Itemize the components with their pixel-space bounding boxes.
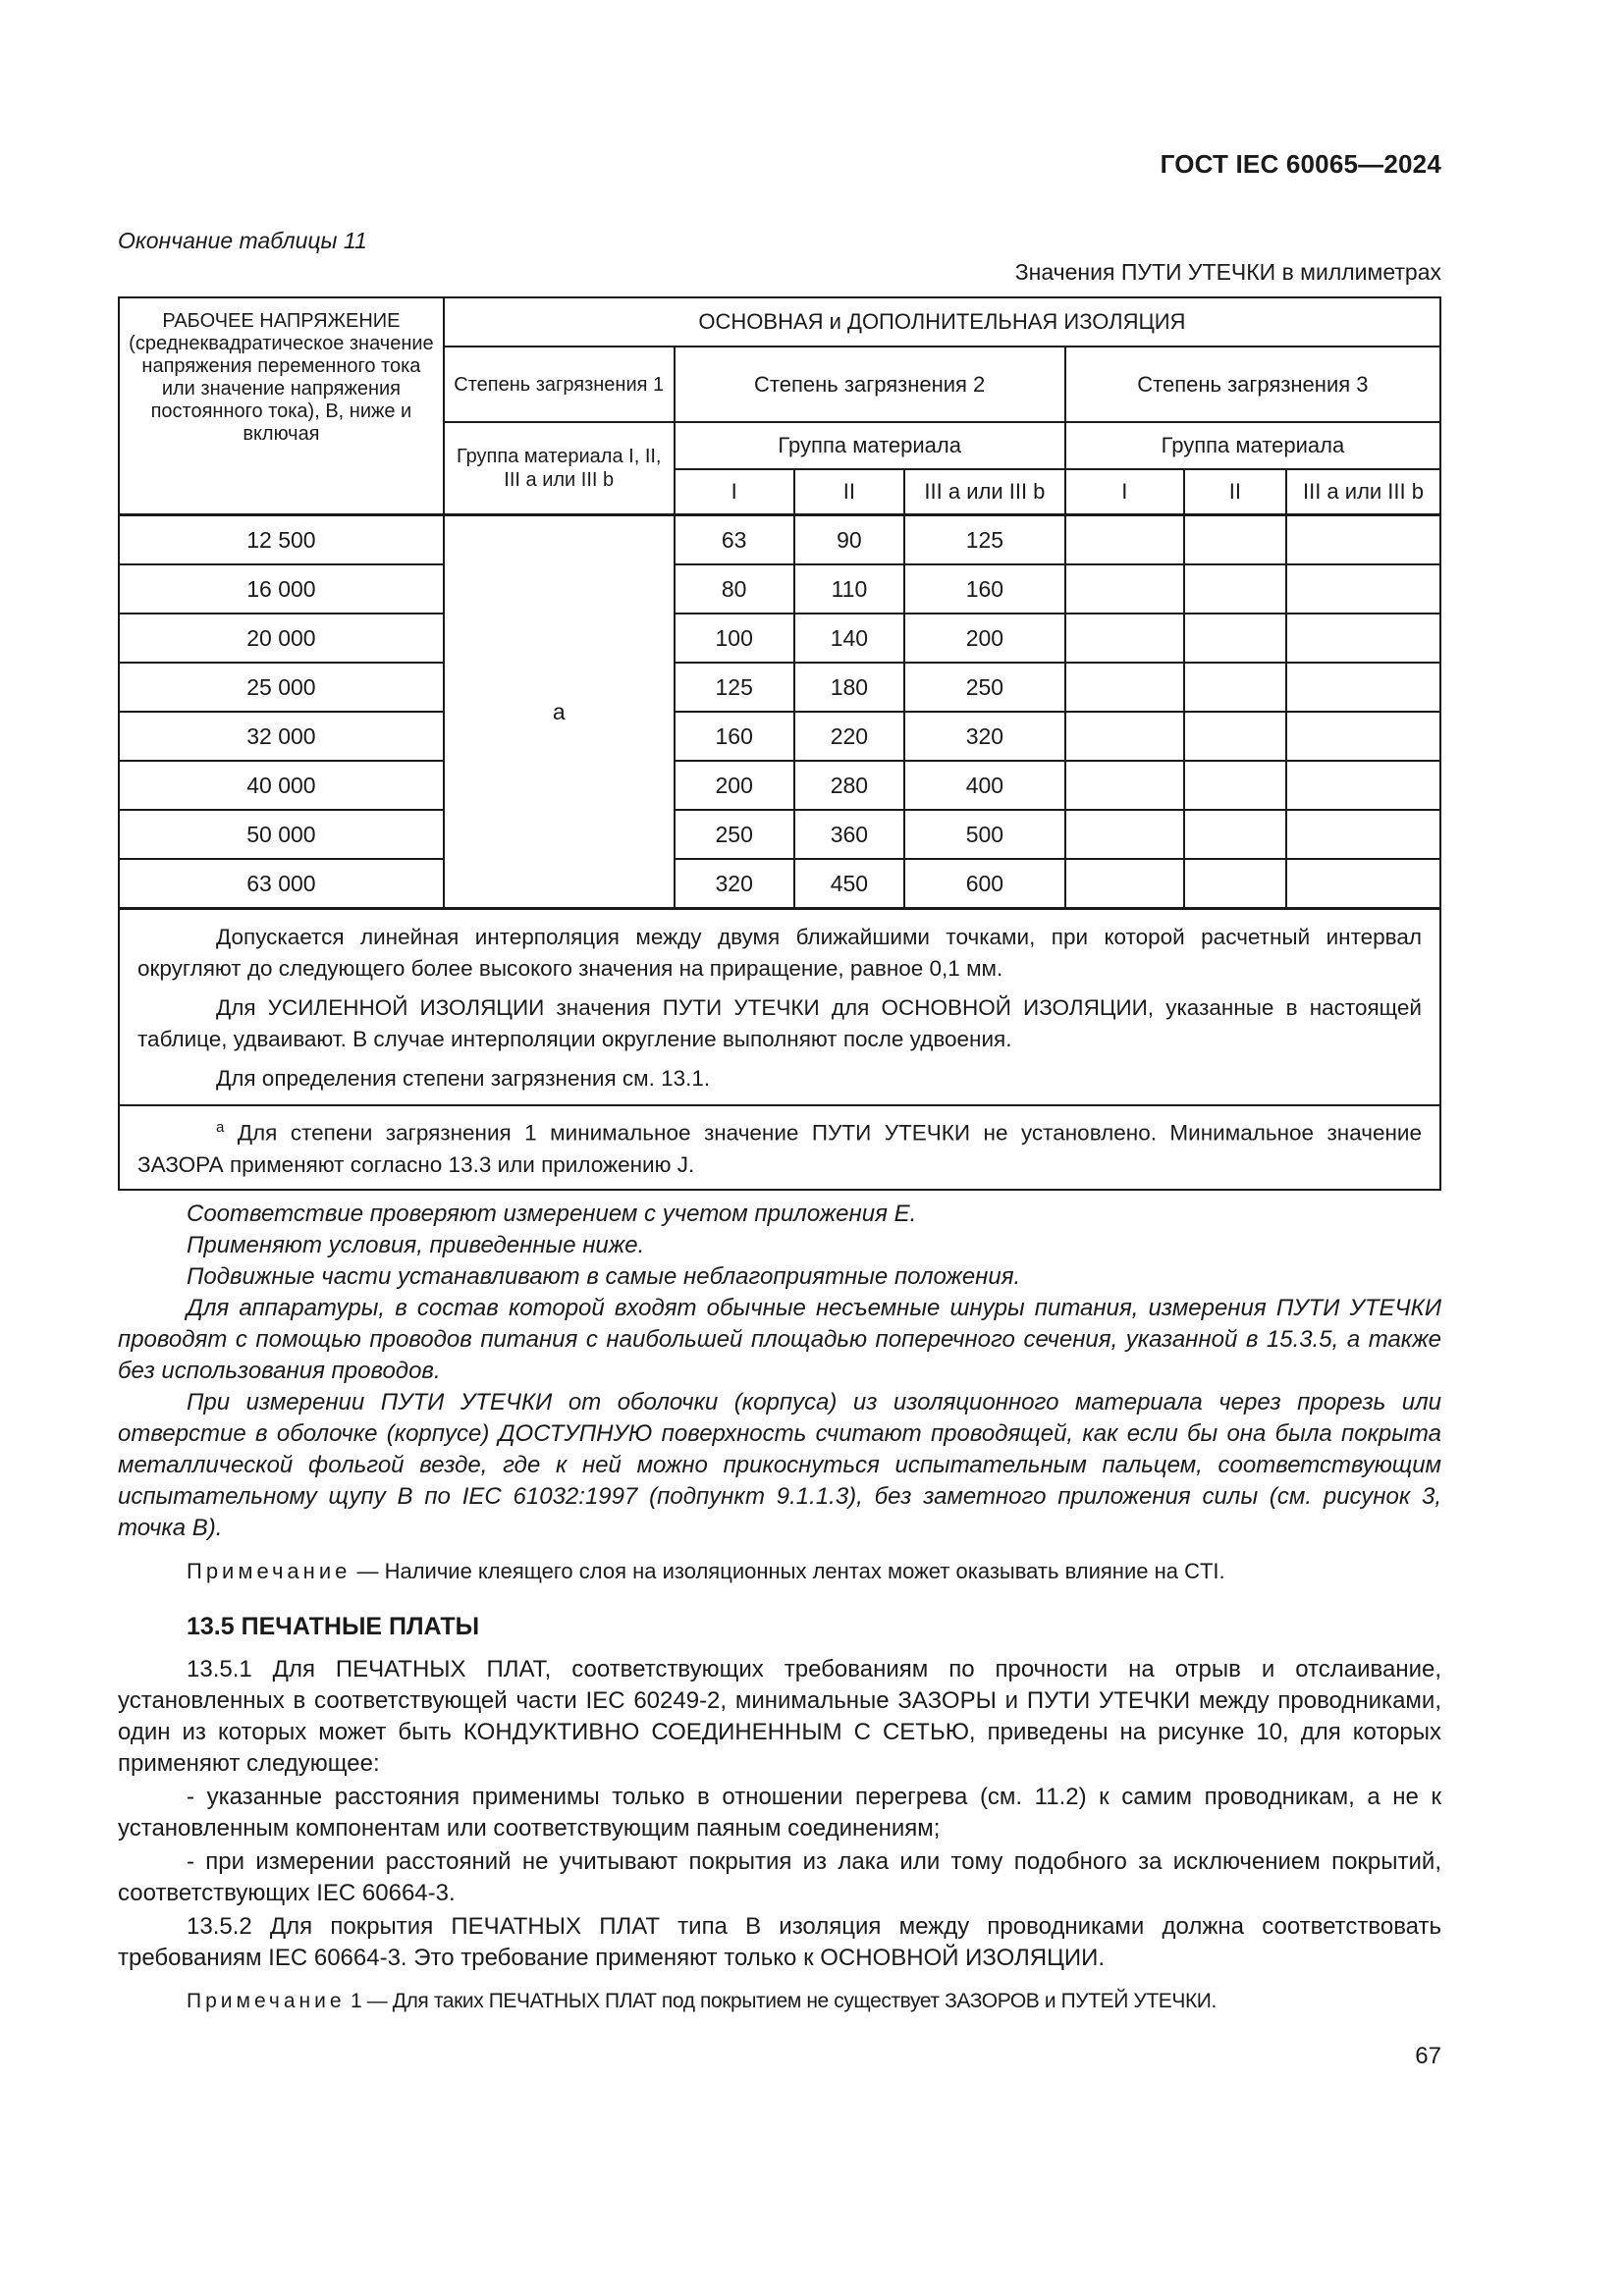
table-note: Для определения степени загрязнения см. 13.1.: [216, 1066, 711, 1091]
table-note: Для УСИЛЕННОЙ ИЗОЛЯЦИИ значения ПУТИ УТЕЧКИ для ОСНОВНОЙ ИЗОЛЯЦИИ, указанные в настоящей таблице, удваивают. В случае интерполяции округление выполняют после удвоения.: [137, 995, 1422, 1051]
header-working-voltage: РАБОЧЕЕ НАПРЯЖЕНИЕ (среднеквадратическое значение напряжения переменного тока или значение напряжения постоянного тока), В, ниже и включая: [119, 297, 444, 515]
header-material-group-pd3: Группа материала: [1065, 422, 1440, 469]
cell-pd3-ii: [1184, 663, 1286, 712]
cell-pd2-ii: 140: [794, 614, 904, 663]
document-header: ГОСТ IEC 60065—2024: [1160, 149, 1441, 179]
body-text: [118, 1199, 1441, 2017]
table-row: [119, 761, 1440, 810]
table-footnote: [119, 1105, 1440, 1190]
note-text: 1 — Для таких ПЕЧАТНЫХ ПЛАТ под покрытием не существует ЗАЗОРОВ и ПУТЕЙ УТЕЧКИ.: [345, 1990, 1217, 2012]
cell-voltage: 12 500: [119, 515, 444, 565]
cell-pd3-iii: [1286, 614, 1440, 663]
cell-pd3-iii: [1286, 663, 1440, 712]
cell-voltage: 20 000: [119, 614, 444, 663]
paragraph: Подвижные части устанавливают в самые неблагоприятные положения.: [187, 1263, 1021, 1290]
creepage-table: [118, 296, 1441, 1191]
cell-pd2-i: 125: [675, 663, 794, 712]
cell-pd3-iii: [1286, 712, 1440, 761]
cell-pd2-iii: 600: [904, 859, 1065, 909]
table-notes: [119, 909, 1440, 1106]
cell-footnote-marker: a: [444, 515, 675, 909]
cell-pd3-ii: [1184, 564, 1286, 614]
note: [118, 1556, 1441, 1587]
cell-pd3-i: [1065, 712, 1184, 761]
cell-pd3-i: [1065, 859, 1184, 909]
cell-pd3-i: [1065, 614, 1184, 663]
cell-voltage: 25 000: [119, 663, 444, 712]
cell-pd2-i: 200: [675, 761, 794, 810]
cell-pd3-ii: [1184, 712, 1286, 761]
cell-pd3-iii: [1286, 515, 1440, 565]
cell-pd2-i: 100: [675, 614, 794, 663]
paragraph: Применяют условия, приведенные ниже.: [187, 1232, 645, 1258]
page-number: 67: [1415, 2043, 1441, 2069]
cell-voltage: 63 000: [119, 859, 444, 909]
paragraph: Для аппаратуры, в состав которой входят обычные несъемные шнуры питания, измерения ПУТИ УТЕЧКИ проводят с помощью проводов питания с наибольшей площадью поперечного сечения, указанной в 15.3.5, а также без использования проводов.: [118, 1295, 1441, 1384]
table-note: Допускается линейная интерполяция между двумя ближайшими точками, при которой расчетный интервал округляют до следующего более высокого значения на приращение, равное 0,1 мм.: [137, 925, 1422, 981]
section-title: 13.5 ПЕЧАТНЫЕ ПЛАТЫ: [187, 1613, 480, 1640]
header-pd3-group-ii: II: [1184, 469, 1286, 515]
cell-pd2-iii: 200: [904, 614, 1065, 663]
cell-voltage: 50 000: [119, 810, 444, 859]
cell-pd2-ii: 90: [794, 515, 904, 565]
cell-pd2-iii: 250: [904, 663, 1065, 712]
cell-pd2-i: 63: [675, 515, 794, 565]
note-label: Примечание: [187, 1559, 352, 1583]
paragraph: 13.5.1 Для ПЕЧАТНЫХ ПЛАТ, соответствующих требованиям по прочности на отрыв и отслаивание, установленных в соответствующей части IEC 60249-2, минимальные ЗАЗОРЫ и ПУТИ УТЕЧКИ между проводниками, один из которых может быть КОНДУКТИВНО СОЕДИНЕННЫМ С СЕТЬЮ, приведены на рисунке 10, для которых применяют следующее:: [118, 1656, 1441, 1777]
cell-voltage: 32 000: [119, 712, 444, 761]
cell-pd3-iii: [1286, 859, 1440, 909]
cell-pd2-iii: 500: [904, 810, 1065, 859]
header-material-group-pd2: Группа материала: [675, 422, 1065, 469]
cell-pd2-i: 160: [675, 712, 794, 761]
cell-pd2-iii: 400: [904, 761, 1065, 810]
cell-pd3-ii: [1184, 614, 1286, 663]
table-row: [119, 712, 1440, 761]
header-pd3-group-i: I: [1065, 469, 1184, 515]
header-material-group-pd1: Группа материала I, II, III a или III b: [444, 422, 675, 515]
list-item: - при измерении расстояний не учитывают покрытия из лака или тому подобного за исключением покрытий, соответствующих IEC 60664-3.: [118, 1848, 1441, 1906]
cell-pd3-ii: [1184, 515, 1286, 565]
cell-pd3-i: [1065, 810, 1184, 859]
paragraph: При измерении ПУТИ УТЕЧКИ от оболочки (корпуса) из изоляционного материала через прорезь или отверстие в оболочке (корпусе) ДОСТУПНУЮ поверхность считают проводящей, как если бы она была покрыта металлической фольгой везде, где к ней можно прикоснуться испытательным пальцем, соответствующим испытательному щупу В по IEC 61032:1997 (подпункт 9.1.1.3), без заметного приложения силы (см. рисунок 3, точка В).: [118, 1389, 1441, 1541]
cell-pd2-iii: 320: [904, 712, 1065, 761]
header-pollution-degree-2: Степень загрязнения 2: [675, 347, 1065, 422]
note-text: — Наличие клеящего слоя на изоляционных лентах может оказывать влияние на CTI.: [351, 1559, 1225, 1583]
cell-pd2-i: 80: [675, 564, 794, 614]
paragraph: 13.5.2 Для покрытия ПЕЧАТНЫХ ПЛАТ типа В изоляция между проводниками должна соответствовать требованиям IEC 60664-3. Это требование применяют только к ОСНОВНОЙ ИЗОЛЯЦИИ.: [118, 1913, 1441, 1971]
header-pollution-degree-1: Степень загрязнения 1: [444, 347, 675, 422]
header-pd2-group-ii: II: [794, 469, 904, 515]
cell-voltage: 40 000: [119, 761, 444, 810]
cell-pd3-i: [1065, 564, 1184, 614]
cell-voltage: 16 000: [119, 564, 444, 614]
header-pd3-group-iii: III a или III b: [1286, 469, 1440, 515]
table-row: [119, 564, 1440, 614]
cell-pd3-iii: [1286, 810, 1440, 859]
table-caption: Окончание таблицы 11: [118, 228, 367, 253]
cell-pd3-i: [1065, 663, 1184, 712]
cell-pd3-i: [1065, 761, 1184, 810]
table-row: [119, 663, 1440, 712]
header-pollution-degree-3: Степень загрязнения 3: [1065, 347, 1440, 422]
cell-pd3-ii: [1184, 810, 1286, 859]
paragraph: Соответствие проверяют измерением с учетом приложения Е.: [187, 1201, 917, 1227]
cell-pd2-ii: 450: [794, 859, 904, 909]
cell-pd3-ii: [1184, 761, 1286, 810]
footnote-text: Для степени загрязнения 1 минимальное значение ПУТИ УТЕЧКИ не установлено. Минимальное значение ЗАЗОРА применяют согласно 13.3 или приложению J.: [137, 1120, 1422, 1177]
table-row: [119, 515, 1440, 565]
cell-pd2-ii: 220: [794, 712, 904, 761]
table-units-note: Значения ПУТИ УТЕЧКИ в миллиметрах: [1014, 259, 1441, 285]
cell-pd3-ii: [1184, 859, 1286, 909]
table-row: [119, 810, 1440, 859]
cell-pd3-iii: [1286, 761, 1440, 810]
cell-pd2-ii: 110: [794, 564, 904, 614]
cell-pd3-iii: [1286, 564, 1440, 614]
cell-pd2-i: 250: [675, 810, 794, 859]
table-row: [119, 859, 1440, 909]
cell-pd2-ii: 180: [794, 663, 904, 712]
note: [118, 1986, 1441, 2017]
cell-pd2-iii: 160: [904, 564, 1065, 614]
header-insulation: ОСНОВНАЯ и ДОПОЛНИТЕЛЬНАЯ ИЗОЛЯЦИЯ: [444, 297, 1440, 347]
note-label: Примечание: [187, 1990, 346, 2012]
cell-pd2-ii: 280: [794, 761, 904, 810]
cell-pd2-ii: 360: [794, 810, 904, 859]
table-row: [119, 614, 1440, 663]
footnote-marker: a: [216, 1119, 225, 1136]
cell-pd2-i: 320: [675, 859, 794, 909]
header-pd2-group-i: I: [675, 469, 794, 515]
cell-pd2-iii: 125: [904, 515, 1065, 565]
cell-pd3-i: [1065, 515, 1184, 565]
list-item: - указанные расстояния применимы только в отношении перегрева (см. 11.2) к самим проводникам, а не к установленным компонентам или соответствующим паяным соединениям;: [118, 1784, 1441, 1842]
header-pd2-group-iii: III a или III b: [904, 469, 1065, 515]
